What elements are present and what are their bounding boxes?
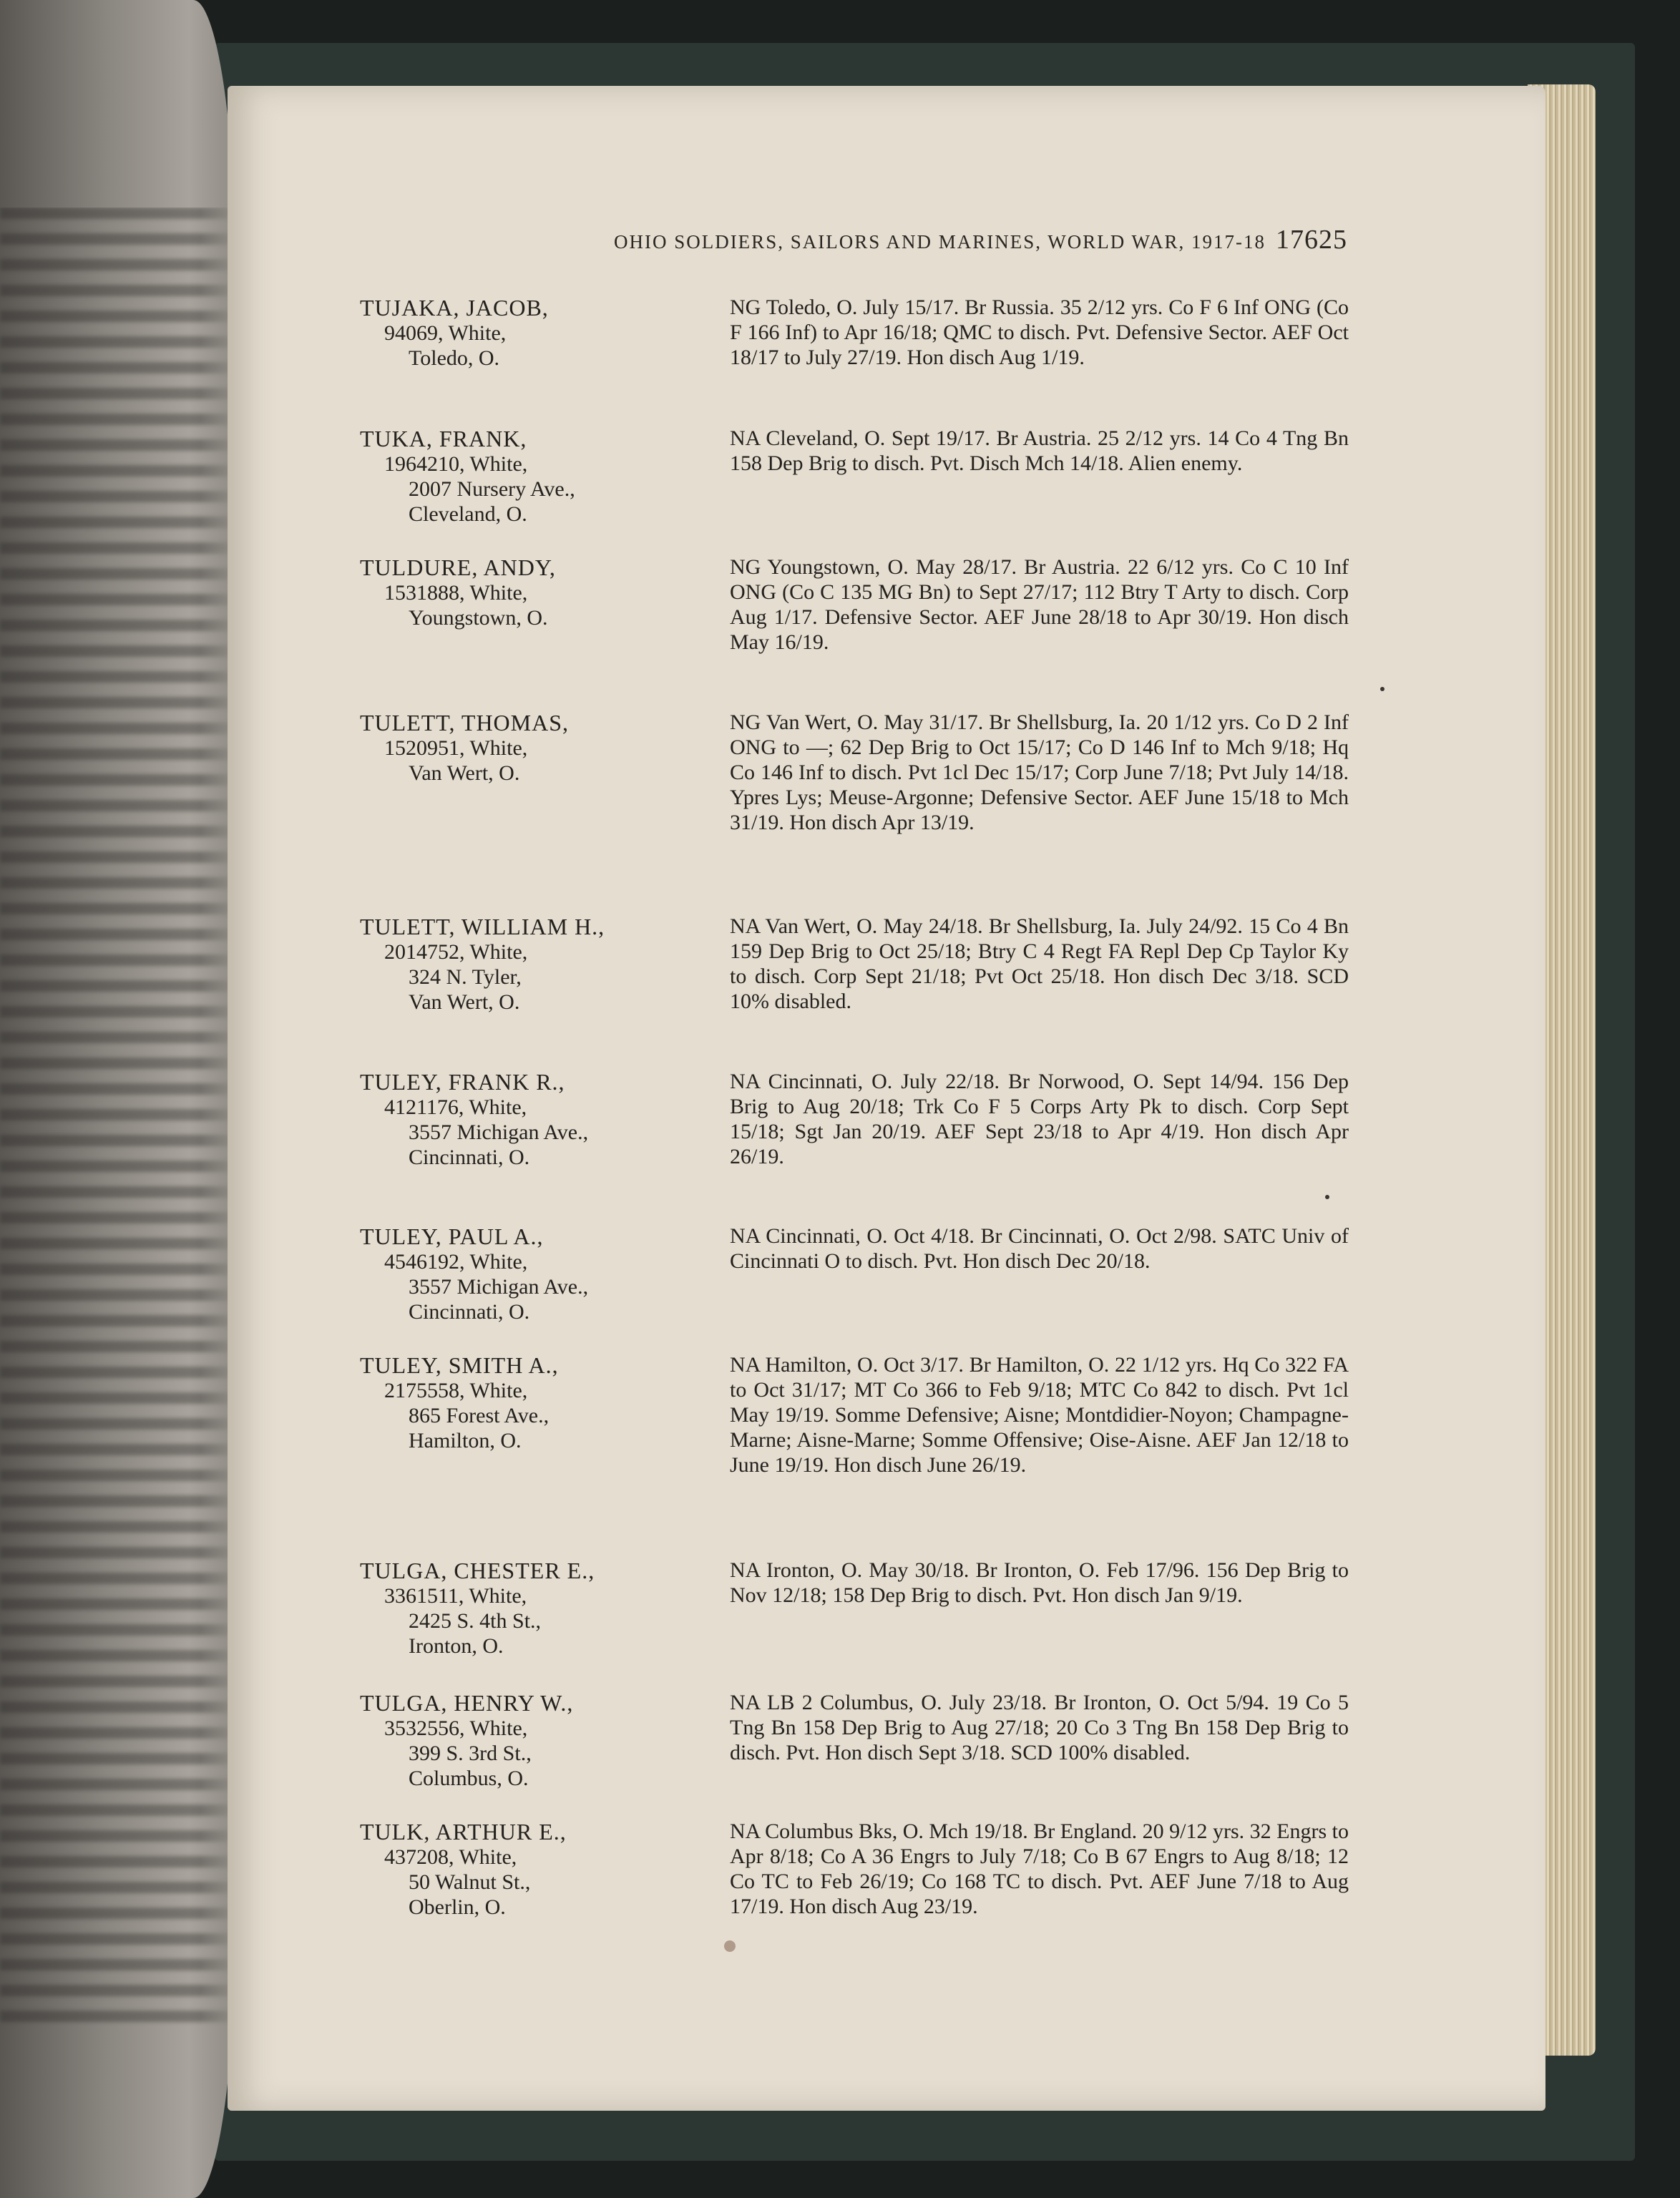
street-address: 865 Forest Ave.,: [409, 1404, 550, 1427]
soldier-name: TULEY, FRANK R.,: [360, 1069, 565, 1095]
service-record: NA Ironton, O. May 30/18. Br Ironton, O. Feb 17/96. 156 Dep Brig to Nov 12/18; 158 Dep Brig to disch. Pvt. Hon disch Jan 9/19.: [730, 1558, 1349, 1607]
soldier-identity: [360, 1819, 696, 1920]
soldier-name: TULGA, HENRY W.,: [360, 1690, 574, 1716]
street-address: 3557 Michigan Ave.,: [409, 1120, 589, 1144]
soldier-identity: [360, 914, 696, 1015]
soldier-identity: [360, 426, 696, 527]
service-record: NA LB 2 Columbus, O. July 23/18. Br Ironton, O. Oct 5/94. 19 Co 5 Tng Bn 158 Dep Brig to Aug 27/18; 20 Co 3 Tng Bn 158 Dep Brig to disch. Pvt. Hon disch Sept 3/18. SCD 100% disabled.: [730, 1691, 1349, 1764]
service-number: 1964210, White,: [384, 452, 528, 476]
service-record: NG Van Wert, O. May 31/17. Br Shellsburg, Ia. 20 1/12 yrs. Co D 2 Inf ONG to —; 62 Dep Brig to Oct 15/17; Co D 146 Inf to Mch 9/18; Hq Co 146 Inf to disch. Pvt 1cl Dec 15/17; Corp June 7/18; Pvt July 14/18. Ypres Lys; Meuse-Argonne; Defensive Sector. AEF June 15/18 to Mch 31/19. Hon disch Apr 13/19.: [730, 710, 1349, 834]
city: Oberlin, O.: [409, 1895, 506, 1919]
soldier-name: TUJAKA, JACOB,: [360, 295, 549, 321]
soldier-identity: [360, 295, 696, 371]
service-number: 2014752, White,: [384, 940, 528, 964]
soldier-name: TULETT, WILLIAM H.,: [360, 914, 605, 939]
service-number: 4546192, White,: [384, 1250, 528, 1274]
soldier-name: TULK, ARTHUR E.,: [360, 1819, 567, 1845]
stray-mark: [1325, 1195, 1329, 1199]
service-record: NG Youngstown, O. May 28/17. Br Austria. 22 6/12 yrs. Co C 10 Inf ONG (Co C 135 MG Bn) to Sept 27/17; 112 Btry T Arty to disch. Corp Aug 1/17. Defensive Sector. AEF June 28/18 to Apr 30/19. Hon disch May 16/19.: [730, 555, 1349, 654]
stray-mark: [724, 1940, 736, 1952]
service-number: 437208, White,: [384, 1845, 517, 1869]
city: Cleveland, O.: [409, 502, 527, 526]
city: Cincinnati, O.: [409, 1146, 530, 1169]
service-record: NA Van Wert, O. May 24/18. Br Shellsburg, Ia. July 24/92. 15 Co 4 Bn 159 Dep Brig to Oct 25/18; Btry C 4 Regt FA Repl Dep Cp Taylor Ky to disch. Corp Sept 21/18; Pvt Oct 25/18. Hon disch Dec 3/18. SCD 10% disabled.: [730, 914, 1349, 1013]
service-number: 3532556, White,: [384, 1716, 528, 1740]
street-address: 324 N. Tyler,: [409, 965, 522, 989]
soldier-identity: [360, 1352, 696, 1453]
city: Hamilton, O.: [409, 1429, 522, 1452]
city: Van Wert, O.: [409, 990, 520, 1014]
soldier-identity: [360, 710, 696, 786]
left-page: [0, 0, 236, 2198]
service-record: NA Cincinnati, O. Oct 4/18. Br Cincinnati, O. Oct 2/98. SATC Univ of Cincinnati O to disch. Pvt. Hon disch Dec 20/18.: [730, 1224, 1349, 1273]
page-title: OHIO SOLDIERS, SAILORS AND MARINES, WORLD WAR, 1917-18: [613, 231, 1266, 253]
service-record: NA Cleveland, O. Sept 19/17. Br Austria. 25 2/12 yrs. 14 Co 4 Tng Bn 158 Dep Brig to disch. Pvt. Disch Mch 14/18. Alien enemy.: [730, 426, 1349, 475]
soldier-name: TULETT, THOMAS,: [360, 710, 570, 736]
city: Toledo, O.: [409, 346, 500, 370]
soldier-name: TUKA, FRANK,: [360, 426, 527, 451]
city: Columbus, O.: [409, 1767, 529, 1790]
city: Ironton, O.: [409, 1634, 504, 1658]
service-number: 1531888, White,: [384, 581, 528, 605]
city: Van Wert, O.: [409, 761, 520, 785]
running-head: [451, 224, 1347, 255]
service-record: NA Hamilton, O. Oct 3/17. Br Hamilton, O. 22 1/12 yrs. Hq Co 322 FA to Oct 31/17; MT Co 366 to Feb 9/18; MTC Co 842 to disch. Pvt 1cl May 19/19. Somme Defensive; Aisne; Montdidier-Noyon; Champagne-Marne; Aisne-Marne; Somme Offensive; Oise-Aisne. AEF Jan 12/18 to June 19/19. Hon disch June 26/19.: [730, 1353, 1349, 1477]
street-address: 3557 Michigan Ave.,: [409, 1275, 589, 1299]
service-record: NA Cincinnati, O. July 22/18. Br Norwood, O. Sept 14/94. 156 Dep Brig to Aug 20/18; Trk Co F 5 Corps Arty Pk to disch. Corp Sept 15/18; Sgt Jan 20/19. AEF Sept 23/18 to Apr 4/19. Hon disch Apr 26/19.: [730, 1070, 1349, 1168]
service-record: NA Columbus Bks, O. Mch 19/18. Br England. 20 9/12 yrs. 32 Engrs to Apr 8/18; Co A 36 Engrs to July 7/18; Co B 67 Engrs to Aug 8/18; 12 Co TC to Feb 26/19; Co 168 TC to disch. Pvt. AEF June 7/18 to Aug 17/19. Hon disch Aug 23/19.: [730, 1820, 1349, 1918]
soldier-name: TULEY, SMITH A.,: [360, 1352, 559, 1378]
soldier-name: TULGA, CHESTER E.,: [360, 1558, 595, 1583]
service-record: NG Toledo, O. July 15/17. Br Russia. 35 2/12 yrs. Co F 6 Inf ONG (Co F 166 Inf) to Apr 16/18; QMC to disch. Pvt. Defensive Sector. AEF Oct 18/17 to July 27/19. Hon disch Aug 1/19.: [730, 295, 1349, 369]
soldier-identity: [360, 555, 696, 630]
page-number: 17625: [1276, 225, 1347, 255]
soldier-name: TULDURE, ANDY,: [360, 555, 556, 580]
service-number: 2175558, White,: [384, 1379, 528, 1402]
soldier-identity: [360, 1069, 696, 1170]
service-number: 1520951, White,: [384, 736, 528, 760]
street-address: 2425 S. 4th St.,: [409, 1609, 542, 1633]
soldier-identity: [360, 1558, 696, 1659]
soldier-name: TULEY, PAUL A.,: [360, 1223, 544, 1249]
street-address: 50 Walnut St.,: [409, 1870, 531, 1894]
service-number: 3361511, White,: [384, 1584, 527, 1608]
city: Youngstown, O.: [409, 606, 548, 630]
street-address: 399 S. 3rd St.,: [409, 1742, 532, 1765]
stray-mark: [1380, 687, 1384, 691]
service-number: 94069, White,: [384, 321, 507, 345]
service-number: 4121176, White,: [384, 1095, 527, 1119]
street-address: 2007 Nursery Ave.,: [409, 477, 575, 501]
left-page-text-ghost: [0, 207, 236, 2032]
soldier-identity: [360, 1223, 696, 1324]
soldier-identity: [360, 1690, 696, 1791]
city: Cincinnati, O.: [409, 1300, 530, 1324]
